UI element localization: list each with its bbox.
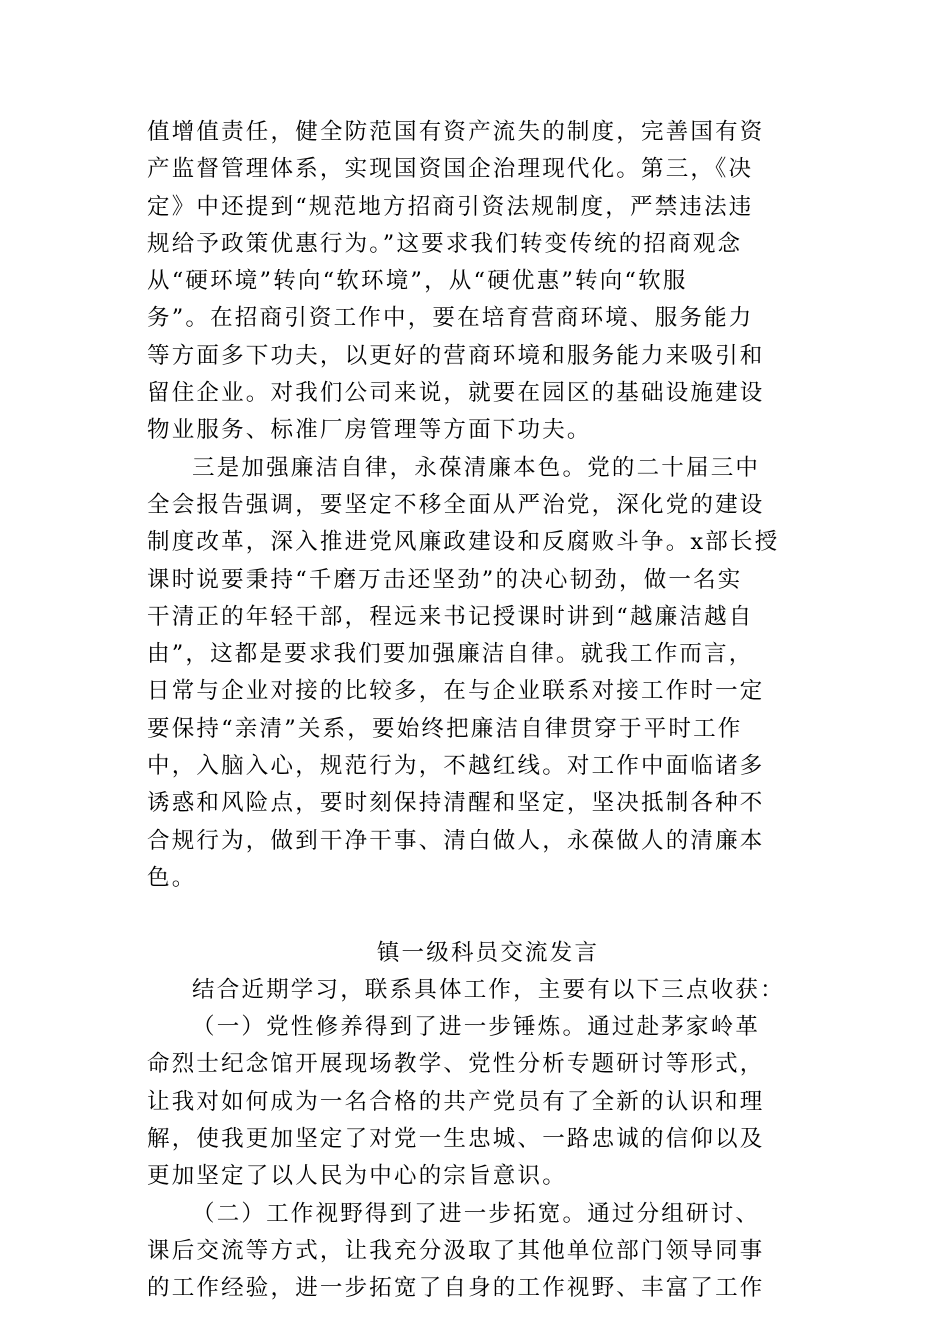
text-line: 中，入脑入心，规范行为，不越红线。对工作中面临诸多: [147, 753, 765, 780]
text-line: 色。: [147, 864, 197, 891]
text-line: （一）党性修养得到了进一步锤炼。通过赴茅家岭革: [192, 1014, 761, 1041]
blank-line: [147, 897, 807, 934]
text-line: 产监督管理体系，实现国资国企治理现代化。第三，《决: [147, 156, 754, 183]
text-line: 要保持“亲清”关系，要始终把廉洁自律贯穿于平时工作: [147, 715, 743, 742]
text-line: 全会报告强调，要坚定不移全面从严治党，深化党的建设: [147, 491, 765, 518]
text-line: （二）工作视野得到了进一步拓宽。通过分组研讨、: [192, 1200, 761, 1227]
text-line: 留住企业。对我们公司来说，就要在园区的基础设施建设: [147, 380, 765, 407]
text-line: 定》中还提到“规范地方招商引资法规制度，严禁违法违: [147, 193, 754, 220]
text-line: 解，使我更加坚定了对党一生忠城、一路忠诚的信仰以及: [147, 1126, 765, 1153]
text-line: 值增值责任，健全防范国有资产流失的制度，完善国有资: [147, 119, 765, 145]
paragraph-continuation: [147, 114, 807, 450]
paragraph-integrity: [147, 450, 807, 898]
paragraph-work-vision: [147, 1196, 807, 1308]
text-line: 制度改革，深入推进党风廉政建设和反腐败斗争。x部长授: [147, 529, 780, 556]
text-line: 合规行为，做到干净干事、清白做人，永葆做人的清廉本: [147, 827, 765, 854]
section-title: 镇一级科员交流发言: [376, 939, 600, 966]
text-line: 诱惑和风险点，要时刻保持清醒和坚定，坚决抵制各种不: [147, 790, 765, 817]
text-line: 结合近期学习，联系具体工作，主要有以下三点收获：: [192, 976, 785, 1003]
text-line: 课后交流等方式，让我充分汲取了其他单位部门领导同事: [147, 1237, 765, 1264]
text-line: 从“硬环境”转向“软环境”，从“硬优惠”转向“软服: [147, 268, 688, 295]
paragraph-party-spirit: [147, 1009, 807, 1195]
text-line: 物业服务、标准厂房管理等方面下功夫。: [147, 417, 592, 444]
text-line: 课时说要秉持“千磨万击还坚劲”的决心韧劲，做一名实: [147, 566, 743, 593]
text-line: 由”，这都是要求我们要加强廉洁自律。就我工作而言，: [147, 641, 754, 668]
text-line: 命烈士纪念馆开展现场教学、党性分析专题研讨等形式，: [147, 1051, 765, 1078]
text-line: 的工作经验，进一步拓宽了自身的工作视野、丰富了工作: [147, 1275, 765, 1302]
text-line: 等方面多下功夫，以更好的营商环境和服务能力来吸引和: [147, 342, 765, 369]
document-body: [147, 114, 807, 1308]
text-line: 日常与企业对接的比较多，在与企业联系对接工作时一定: [147, 678, 765, 705]
text-line: 干清正的年轻干部，程远来书记授课时讲到“越廉洁越自: [147, 603, 754, 630]
paragraph-intro: [147, 972, 807, 1009]
text-line: 让我对如何成为一名合格的共产党员有了全新的认识和理: [147, 1088, 765, 1115]
text-line: 规给予政策优惠行为。”这要求我们转变传统的招商观念: [147, 230, 743, 257]
text-line: 更加坚定了以人民为中心的宗旨意识。: [147, 1163, 567, 1190]
text-line: 三是加强廉洁自律，永葆清廉本色。党的二十届三中: [192, 454, 761, 481]
text-line: 务”。在招商引资工作中，要在培育营商环境、服务能力: [147, 305, 754, 332]
